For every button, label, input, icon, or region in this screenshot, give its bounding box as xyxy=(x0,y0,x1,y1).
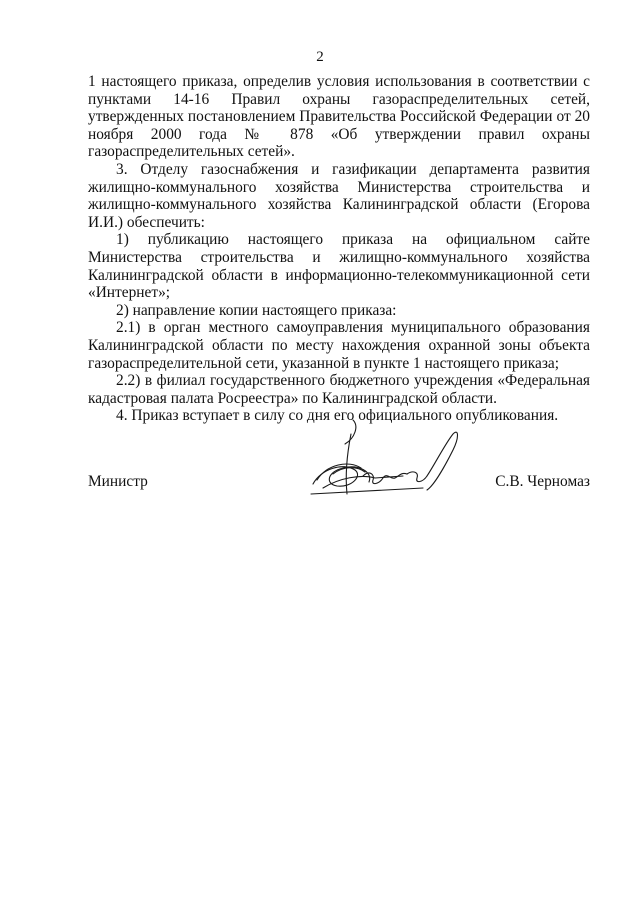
signatory-role: Министр xyxy=(88,473,148,490)
signatory-name: С.В. Черномаз xyxy=(495,473,590,490)
paragraph-subitem-2: 2) направление копии настоящего приказа: xyxy=(116,301,397,319)
paragraph-continuation: 1 настоящего приказа, определив условия использования в соответствии с пунктами 14-16 Правил охраны газораспределительных сетей, утвержденных постановлением Правительства Российской Федерации от 20 ноября 2000 года № 878 «Об утверждении правил охраны газораспределительных сетей». xyxy=(88,73,590,161)
document-body xyxy=(88,73,590,425)
paragraph-item-3: 3. Отделу газоснабжения и газификации департамента развития жилищно-коммунального хозяйства Министерства строительства и жилищно-коммунального хозяйства Калининградской области (Егорова И.И.) обеспечить: xyxy=(88,160,590,231)
signature-block xyxy=(88,440,590,510)
paragraph-subitem-2-2: 2.2) в филиал государственного бюджетного учреждения «Федеральная кадастровая палата Росреестра» по Калининградской области. xyxy=(88,372,590,407)
handwritten-signature xyxy=(303,414,468,514)
paragraph-item-4: 4. Приказ вступает в силу со дня его официального опубликования. xyxy=(116,407,559,425)
paragraph-subitem-2-1: 2.1) в орган местного самоуправления муниципального образования Калининградской области по месту нахождения охранной зоны объекта газораспределительной сети, указанной в пункте 1 настоящего приказа; xyxy=(88,319,590,372)
page-number: 2 xyxy=(316,49,324,65)
paragraph-subitem-1: 1) публикацию настоящего приказа на официальном сайте Министерства строительства и жилищно-коммунального хозяйства Калининградской области в информационно-телекоммуникационной сети «Интернет»; xyxy=(88,231,590,302)
